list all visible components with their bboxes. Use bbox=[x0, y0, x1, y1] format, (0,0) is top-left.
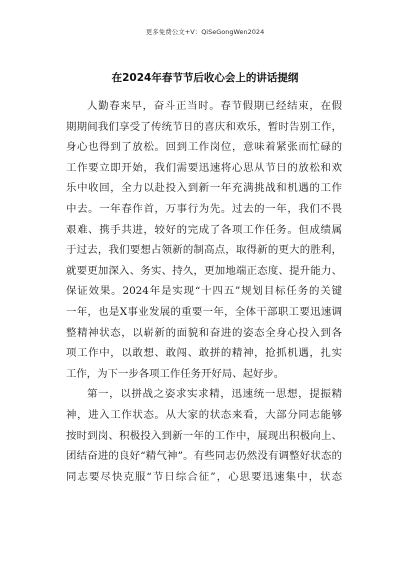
paragraph-line: 一年，也是X事业发展的重要一年，全体干部职工要迅速调 bbox=[66, 305, 342, 318]
paragraph-line: 整精神状态，以崭新的面貌和奋进的姿态全身心投入到各 bbox=[66, 326, 342, 339]
paragraph-line: 按时到岗、积极投入到新一年的工作中，展现出积极向上、 bbox=[66, 429, 342, 442]
paragraph-line: 于过去，我们要想占领新的制高点，取得新的更大的胜利， bbox=[66, 244, 342, 257]
paragraph-line: 乐中收回，全力以赴投入到新一年充满挑战和机遇的工作 bbox=[66, 182, 342, 195]
paragraph-line: 工作，为下一步各项工作任务开好局、起好步。 bbox=[66, 367, 285, 380]
paragraph-line: 项工作中，以敢想、敢闯、敢拼的精神，抢抓机遇，扎实 bbox=[66, 347, 342, 360]
paragraph-line: 保证效果。2024年是实现“十四五”规划目标任务的关键 bbox=[66, 285, 342, 298]
paragraph-line: 身心也得到了放松。回到工作岗位，意味着紧张而忙碌的 bbox=[66, 141, 342, 154]
paragraph-line: 团结奋进的良好“精气神”。有些同志仍然没有调整好状态的 bbox=[66, 450, 342, 463]
paragraph-line: 同志要尽快克服“节日综合征”，心思要迅速集中，状态 bbox=[66, 470, 342, 483]
header-note: 更多免费公文+V：QiSeGongWen2024 bbox=[145, 28, 265, 36]
paragraph-line: 工作要立即开始，我们需要迅速将心思从节日的放松和欢 bbox=[66, 161, 342, 174]
paragraph-line: 中去。一年春作首，万事行为先。过去的一年，我们不畏 bbox=[66, 202, 342, 215]
paragraph-line: 第一，以拼战之姿求实求精，迅速统一思想，提振精 bbox=[87, 388, 342, 401]
document-title: 在2024年春节节后收心会上的讲话提纲 bbox=[111, 72, 299, 84]
document-body bbox=[66, 96, 342, 487]
paragraph-line: 艰难、携手共进，较好的完成了各项工作任务。但成绩属 bbox=[66, 223, 342, 236]
paragraph-line: 就要更加深入、务实、持久，更加地端正态度、提升能力、 bbox=[66, 264, 342, 277]
paragraph-line: 期期间我们享受了传统节日的喜庆和欢乐，暂时告别工作， bbox=[66, 120, 342, 133]
paragraph-line: 人勤春来早，奋斗正当时。春节假期已经结束，在假 bbox=[87, 100, 342, 112]
paragraph-line: 神，进入工作状态。从大家的状态来看，大部分同志能够 bbox=[66, 408, 342, 421]
